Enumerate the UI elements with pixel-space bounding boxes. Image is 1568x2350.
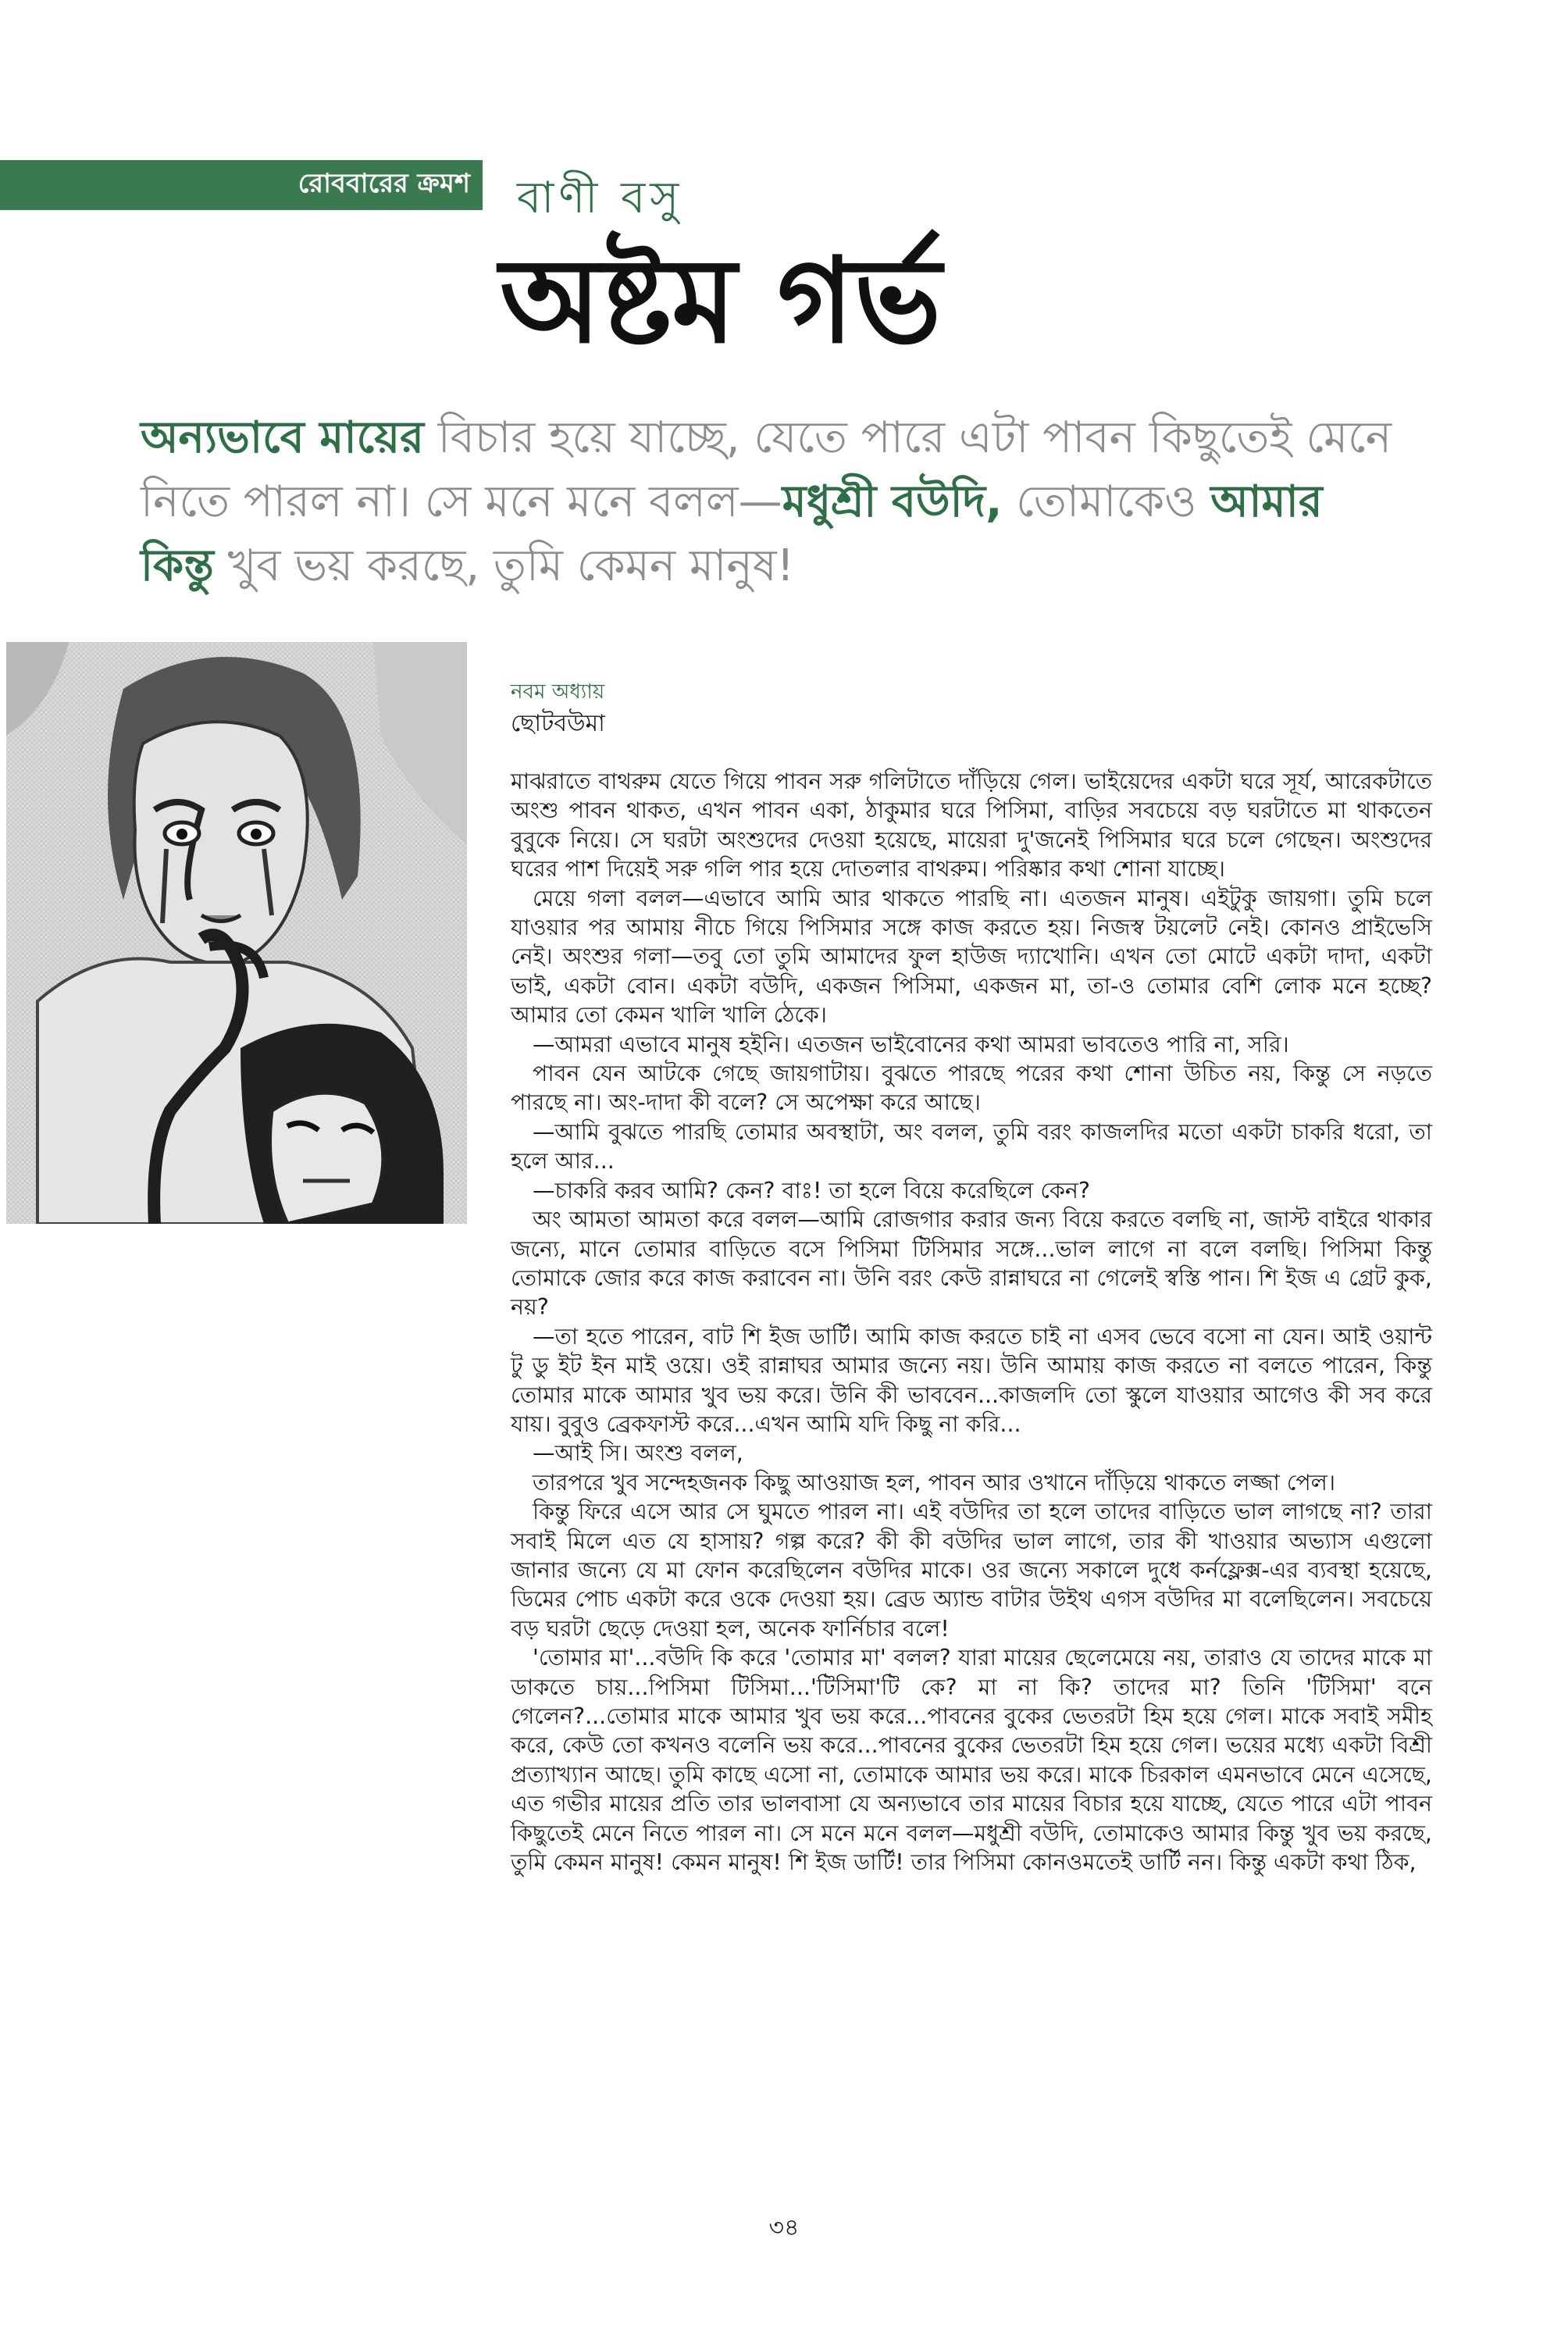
paragraph: অং আমতা আমতা করে বলল—আমি রোজগার করার জন্য বিয়ে করতে বলছি না, জাস্ট বাইরে থাকার জন্যে, মানে তোমার বাড়িতে বসে পিসিমা টিসিমার সঙ্গে...ভাল লাগে না বলে বলছি। পিসিমা কিন্তু তোমাকে জোর করে কাজ করাবেন না। উনি বরং কেউ রান্নাঘরে না গেলেই স্বস্তি পান। শি ইজ এ গ্রেট কুক, নয়? — [511, 1207, 1432, 1321]
paragraph: —আই সি। অংশু বলল, — [533, 1440, 743, 1467]
paragraph: —তা হতে পারেন, বাট শি ইজ ডার্টি। আমি কাজ করতে চাই না এসব ভেবে বসো না যেন। আই ওয়ান্ট টু ডু ইট ইন মাই ওয়ে। ওই রান্নাঘর আমার জন্যে নয়। উনি আমায় কাজ করতে না বলতে পারেন, কিন্তু তোমার মাকে আমার খুব ভয় করে। উনি কী ভাববেন...কাজলদি তো স্কুলে যাওয়ার আগেও কী সব করে যায়। বুবুও ব্রেকফাস্ট করে...এখন আমি যদি কিছু না করি... — [511, 1323, 1432, 1437]
page-number: ৩৪ — [768, 2214, 800, 2241]
paragraph: মেয়ে গলা বলল—এভাবে আমি আর থাকতে পারছি না। এতজন মানুষ। এইটুকু জায়গা। তুমি চলে যাওয়ার পর আমায় নীচে গিয়ে পিসিমার সঙ্গে কাজ করতে হয়। নিজস্ব টয়লেট নেই। কোনও প্রাইভেসি নেই। অংশুর গলা—তবু তো তুমি আমাদের ফুল হাউজ দ্যাখোনি। এখন তো মোটে একটা দাদা, একটা ভাই, একটা বোন। একটা বউদি, একজন পিসিমা, একজন মা, তা-ও তোমার বেশি লোক মনে হচ্ছে? আমার তো কেমন খালি খালি ঠেকে। — [511, 885, 1432, 1029]
article-body — [511, 767, 1432, 1877]
paragraph: তারপরে খুব সন্দেহজনক কিছু আওয়াজ হল, পাবন আর ওখানে দাঁড়িয়ে থাকতে লজ্জা পেল। — [533, 1469, 1336, 1496]
series-label: রোববারের ক্রমশ — [298, 167, 470, 199]
paragraph: পাবন যেন আটকে গেছে জায়গাটায়। বুঝতে পারছে পরের কথা শোনা উচিত নয়, কিন্তু সে নড়তে পারছে না। অং-দাদা কী বলে? সে অপেক্ষা করে আছে। — [511, 1061, 1432, 1116]
paragraph: —আমরা এভাবে মানুষ হইনি। এতজন ভাইবোনের কথা আমরা ভাবতেও পারি না, সরি। — [533, 1031, 1289, 1057]
pullquote-text: খুব ভয় করছে, তুমি কেমন মানুষ! — [213, 540, 795, 591]
pull-quote — [141, 406, 1406, 598]
paragraph: —চাকরি করব আমি? কেন? বাঃ! তা হলে বিয়ে করেছিলে কেন? — [533, 1177, 1091, 1204]
pullquote-text: তোমাকেও — [1002, 476, 1211, 527]
pullquote-highlight: মধুশ্রী বউদি, — [782, 476, 1003, 527]
paragraph: মাঝরাতে বাথরুম যেতে গিয়ে পাবন সরু গলিটাতে দাঁড়িয়ে গেল। ভাইয়েদের একটা ঘরে সূর্য, আরেকটাতে অংশু পাবন থাকত, এখন পাবন একা, ঠাকুমার ঘরে পিসিমা, বাড়ির সবচেয়ে বড় ঘরটাতে মা থাকতেন বুবুকে নিয়ে। সে ঘরটা অংশুদের দেওয়া হয়েছে, মায়েরা দু'জনেই পিসিমার ঘরে চলে গেছেন। অংশুদের ঘরের পাশ দিয়েই সরু গলি পার হয়ে দোতলার বাথরুম। পরিষ্কার কথা শোনা যাচ্ছে। — [511, 768, 1432, 883]
series-banner — [0, 160, 483, 210]
pullquote-text: বিচার হয়ে যাচ্ছে, যেতে পারে এটা পাবন কিছুতেই মেনে নিতে পারল না। সে মনে মনে বলল— — [141, 412, 1392, 527]
story-title: অষ্টম গর্ভ — [500, 234, 942, 369]
pullquote-highlight: অন্যভাবে মায়ের — [141, 412, 424, 463]
author-name: বাণী বসু — [517, 173, 684, 223]
paragraph: কিন্তু ফিরে এসে আর সে ঘুমতে পারল না। এই বউদির তা হলে তাদের বাড়িতে ভাল লাগছে না? তারা সবাই মিলে এত যে হাসায়? গল্প করে? কী কী বউদির ভাল লাগে, তার কী খাওয়ার অভ্যাস এগুলো জানার জন্যে যে মা ফোন করেছিলেন বউদির মাকে। ওর জন্যে সকালে দুধে কর্নফ্লেক্স-এর ব্যবস্থা হয়েছে, ডিমের পোচ একটা করে ওকে দেওয়া হয়। ব্রেড অ্যান্ড বাটার উইথ এগস বউদির মা বলেছিলেন। সবচেয়ে বড় ঘরটা ছেড়ে দেওয়া হল, অনেক ফার্নিচার বলে! — [511, 1499, 1432, 1642]
pullquote-highlight: আমার কিন্তু — [141, 476, 1323, 591]
paragraph: 'তোমার মা'...বউদি কি করে 'তোমার মা' বলল? যারা মায়ের ছেলেমেয়ে নয়, তারাও যে তাদের মাকে মা ডাকতে চায়...পিসিমা টিসিমা...'টিসিমা'টি কে? মা না কি? তাদের মা? তিনি 'টিসিমা' বনে গেলেন?...তোমার মাকে আমার খুব ভয় করে...পাবনের বুকের ভেতরটা হিম হয়ে গেল। মাকে সবাই সমীহ করে, কেউ তো কখনও বলেনি ভয় করে...পাবনের বুকের ভেতরটা হিম হয়ে গেল। ভয়ের মধ্যে একটা বিশ্রী প্রত্যাখ্যান আছে। তুমি কাছে এসো না, তোমাকে আমার ভয় করে। মাকে চিরকাল এমনভাবে মেনে এসেছে, এত গভীর মায়ের প্রতি তার ভালবাসা যে অন্যভাবে তার মায়ের বিচার হয়ে যাচ্ছে, যেতে পারে এটা পাবন কিছুতেই মেনে নিতে পারল না। সে মনে মনে বলল—মধুশ্রী বউদি, তোমাকেও আমার কিন্তু খুব ভয় করছে, তুমি কেমন মানুষ! কেমন মানুষ! শি ইজ ডার্টি! তার পিসিমা কোনওমতেই ডার্টি নন। কিন্তু একটা কথা ঠিক, — [511, 1645, 1432, 1876]
story-illustration — [6, 642, 467, 1224]
paragraph: —আমি বুঝতে পারছি তোমার অবস্থাটা, অং বলল, তুমি বরং কাজলদির মতো একটা চাকরি ধরো, তা হলে আর... — [511, 1118, 1432, 1175]
chapter-title: ছোটবউমা — [511, 710, 605, 737]
chapter-number: নবম অধ্যায় — [511, 680, 605, 704]
